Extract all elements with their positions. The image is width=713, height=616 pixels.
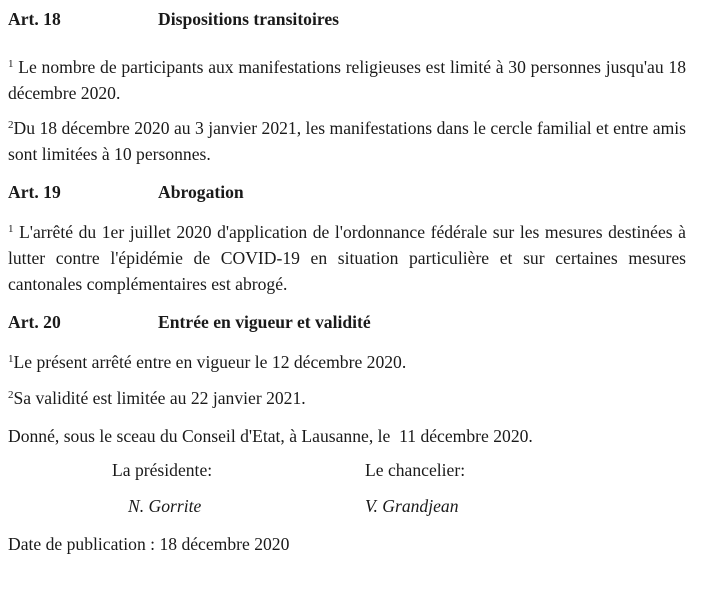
article-paragraph <box>8 54 686 106</box>
paragraph-number: 1 <box>8 353 14 365</box>
article-number: Art. 19 <box>8 182 61 202</box>
document-page <box>8 4 686 557</box>
publication-date: Date de publication : 18 décembre 2020 <box>8 534 290 554</box>
article-title: Abrogation <box>158 182 244 202</box>
paragraph-number: 2 <box>8 389 14 401</box>
article-paragraph <box>8 219 686 297</box>
article-heading <box>8 309 686 335</box>
chancellor-name: V. Grandjean <box>365 496 459 516</box>
paragraph-text: Du 18 décembre 2020 au 3 janvier 2021, les manifestations dans le cercle familial et entre amis sont limitées à 10 personnes. <box>8 118 686 164</box>
signature-roles <box>8 457 686 483</box>
president-name: N. Gorrite <box>128 496 202 516</box>
paragraph-number: 1 <box>8 58 14 70</box>
article-paragraph <box>8 115 686 167</box>
article-heading <box>8 6 686 32</box>
paragraph-number: 1 <box>8 223 14 235</box>
signature-names <box>8 493 686 519</box>
president-role: La présidente: <box>112 460 213 480</box>
article-number: Art. 20 <box>8 312 61 332</box>
article-heading <box>8 179 686 205</box>
paragraph-text: L'arrêté du 1er juillet 2020 d'application de l'ordonnance fédérale sur les mesures destinées à lutter contre l'épidémie de COVID-19 en situation particulière et sur certaines mesures cantonales complémentaires est abrogé. <box>8 222 686 294</box>
article-number: Art. 18 <box>8 9 61 29</box>
paragraph-text: Le présent arrêté entre en vigueur le 12 décembre 2020. <box>13 352 407 372</box>
chancellor-role: Le chancelier: <box>365 460 466 480</box>
paragraph-text: Sa validité est limitée au 22 janvier 2021. <box>13 388 306 408</box>
article-paragraph <box>8 385 686 411</box>
article-paragraph <box>8 349 686 375</box>
paragraph-number: 2 <box>8 119 14 131</box>
article-title: Entrée en vigueur et validité <box>158 312 371 332</box>
paragraph-text: Le nombre de participants aux manifestations religieuses est limité à 30 personnes jusqu'au 18 décembre 2020. <box>8 57 686 103</box>
article-title: Dispositions transitoires <box>158 9 340 29</box>
closing-statement: Donné, sous le sceau du Conseil d'Etat, à Lausanne, le 11 décembre 2020. <box>8 426 533 446</box>
